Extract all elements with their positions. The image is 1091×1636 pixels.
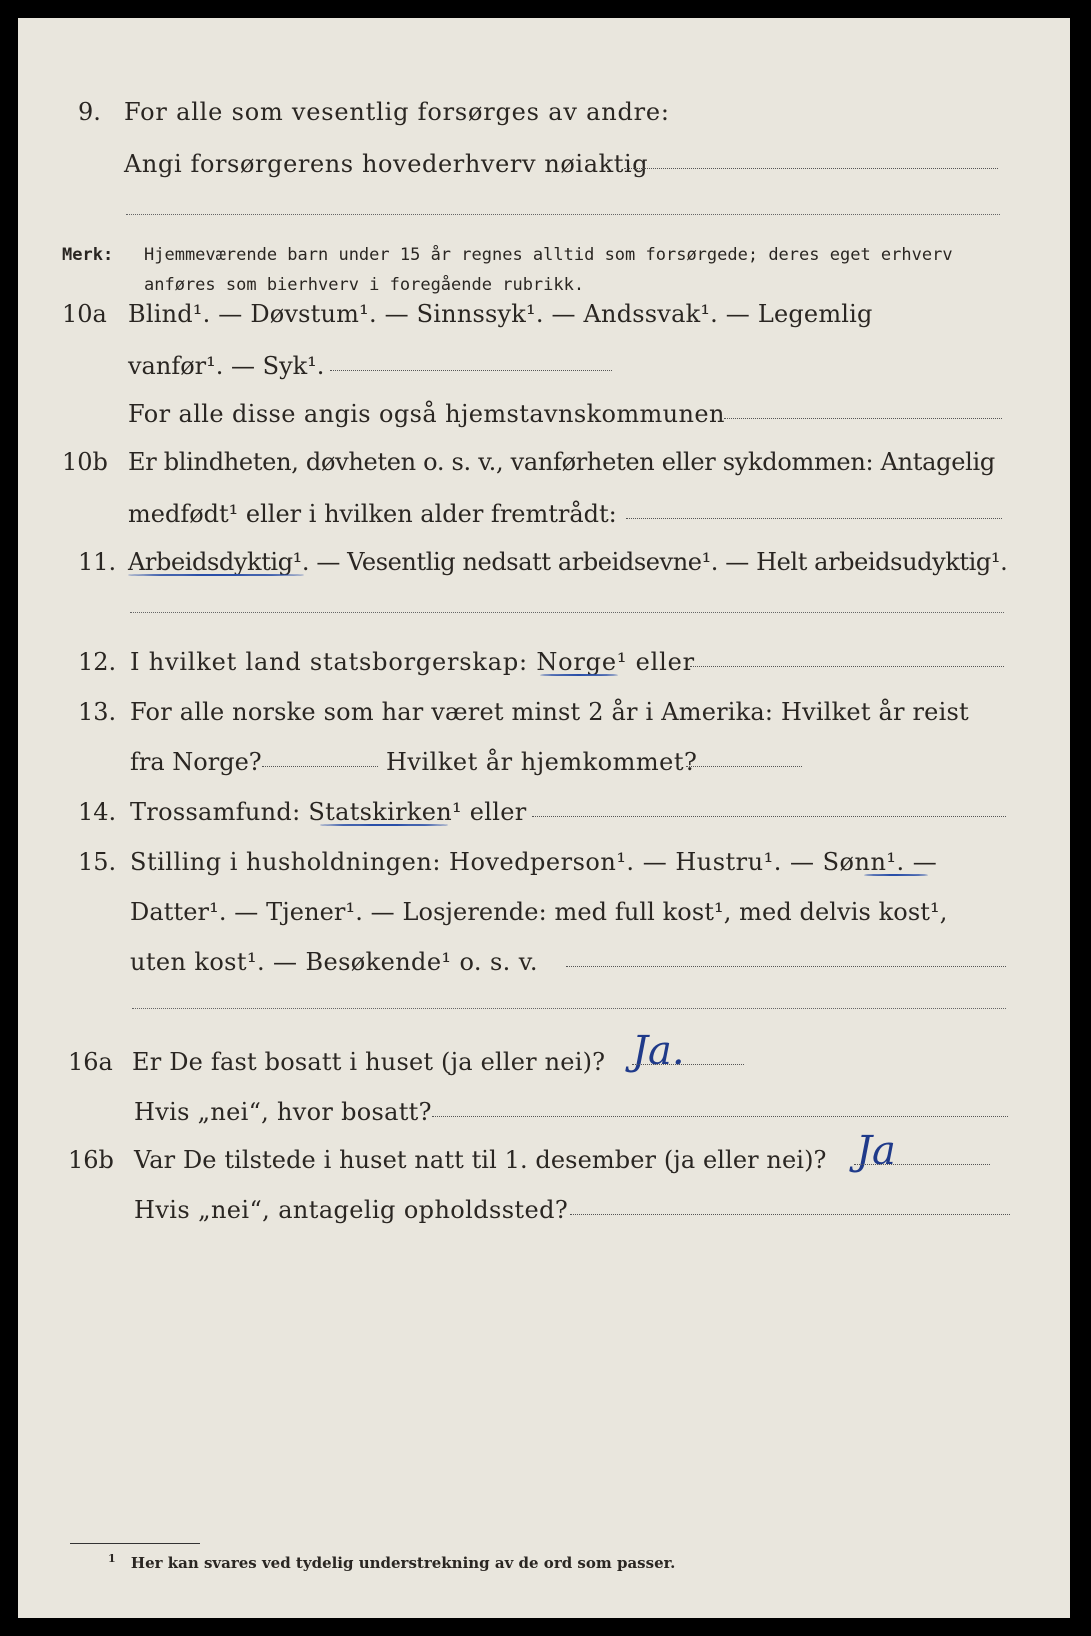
merk-line-2: anføres som bierhverv i foregående rubrikk. <box>144 275 585 295</box>
q15-answer-line-2[interactable] <box>132 1008 1006 1009</box>
q15-line-2: Datter¹. — Tjener¹. — Losjerende: med full kost¹, med delvis kost¹, <box>130 898 948 926</box>
q14-question: Trossamfund: Statskirken¹ eller <box>130 798 527 826</box>
q16b-question: Var De tilstede i huset natt til 1. desember (ja eller nei)? <box>134 1146 827 1174</box>
q10b-line-2: medfødt¹ eller i hvilken alder fremtrådt: <box>128 500 617 528</box>
q14-number: 14. <box>78 798 117 826</box>
footnote <box>108 1552 675 1572</box>
q16a-handwritten-answer: Ja. <box>632 1028 685 1074</box>
q13-hjemkommet-answer-line[interactable] <box>686 766 802 767</box>
q13-line-2a: fra Norge? <box>130 748 262 776</box>
q16a-number: 16a <box>68 1048 113 1076</box>
merk-line-1: Hjemmeværende barn under 15 år regnes alltid som forsørgede; deres eget erhverv <box>144 245 953 265</box>
q16b-opholdssted-answer-line[interactable] <box>570 1214 1010 1215</box>
q16b-line-2: Hvis „nei“, antagelig opholdssted? <box>134 1196 569 1224</box>
q11-answer-line[interactable] <box>130 612 1004 613</box>
q14-handwritten-underline <box>320 824 448 826</box>
census-form-page <box>18 18 1070 1618</box>
q12-answer-line[interactable] <box>690 666 1004 667</box>
q12-handwritten-underline <box>540 674 618 676</box>
merk-label: Merk: <box>62 245 114 265</box>
q12-number: 12. <box>78 648 117 676</box>
q11-number: 11. <box>78 548 117 576</box>
footnote-mark: 1 <box>108 1552 116 1565</box>
footnote-text: Her kan svares ved tydelig understrekning av de ord som passer. <box>130 1554 676 1572</box>
q16a-bosatt-answer-line[interactable] <box>432 1116 1008 1117</box>
q9-answer-line-2[interactable] <box>126 214 1000 215</box>
merk-note <box>62 240 953 295</box>
q14-answer-line[interactable] <box>532 816 1006 817</box>
q10a-line-2: vanfør¹. — Syk¹. <box>128 352 325 380</box>
q15-handwritten-underline <box>864 874 928 876</box>
q9-question: For alle som vesentlig forsørges av andre: <box>124 98 670 126</box>
q11-question: Arbeidsdyktig¹. — Vesentlig nedsatt arbeidsevne¹. — Helt arbeidsudyktig¹. <box>128 548 1008 576</box>
q15-question: Stilling i husholdningen: Hovedperson¹. — Hustru¹. — Sønn¹. — <box>130 848 938 876</box>
q13-reist-answer-line[interactable] <box>262 766 378 767</box>
q10a-line-3: For alle disse angis også hjemstavnskommunen <box>128 400 725 428</box>
q9-subquestion: Angi forsørgerens hovederhverv nøiaktig <box>124 150 649 178</box>
q16b-handwritten-answer: Ja <box>856 1128 896 1174</box>
footnote-divider <box>70 1543 200 1544</box>
q16a-answer-line[interactable] <box>632 1064 744 1065</box>
q11-handwritten-underline <box>128 574 304 576</box>
q16a-line-2: Hvis „nei“, hvor bosatt? <box>134 1098 432 1126</box>
q9-number: 9. <box>78 98 101 126</box>
q12-question: I hvilket land statsborgerskap: Norge¹ eller <box>130 648 695 676</box>
q10a-number: 10a <box>62 300 107 328</box>
q10a-question: Blind¹. — Døvstum¹. — Sinnssyk¹. — Andssvak¹. — Legemlig <box>128 300 873 328</box>
q10b-number: 10b <box>62 448 108 476</box>
q16a-question: Er De fast bosatt i huset (ja eller nei)? <box>132 1048 606 1076</box>
q15-answer-line[interactable] <box>566 966 1006 967</box>
q13-line-2b: Hvilket år hjemkommet? <box>386 748 698 776</box>
q16b-answer-line[interactable] <box>854 1164 990 1165</box>
q9-answer-line[interactable] <box>624 168 998 169</box>
q16b-number: 16b <box>68 1146 114 1174</box>
q10b-question: Er blindheten, døvheten o. s. v., vanførheten eller sykdommen: Antagelig <box>128 448 995 476</box>
q10b-answer-line[interactable] <box>626 518 1002 519</box>
q10a-syk-answer-line[interactable] <box>330 370 612 371</box>
q13-number: 13. <box>78 698 117 726</box>
q15-line-3: uten kost¹. — Besøkende¹ o. s. v. <box>130 948 538 976</box>
q10a-kommune-answer-line[interactable] <box>724 418 1002 419</box>
q13-question: For alle norske som har været minst 2 år i Amerika: Hvilket år reist <box>130 698 969 726</box>
q15-number: 15. <box>78 848 117 876</box>
